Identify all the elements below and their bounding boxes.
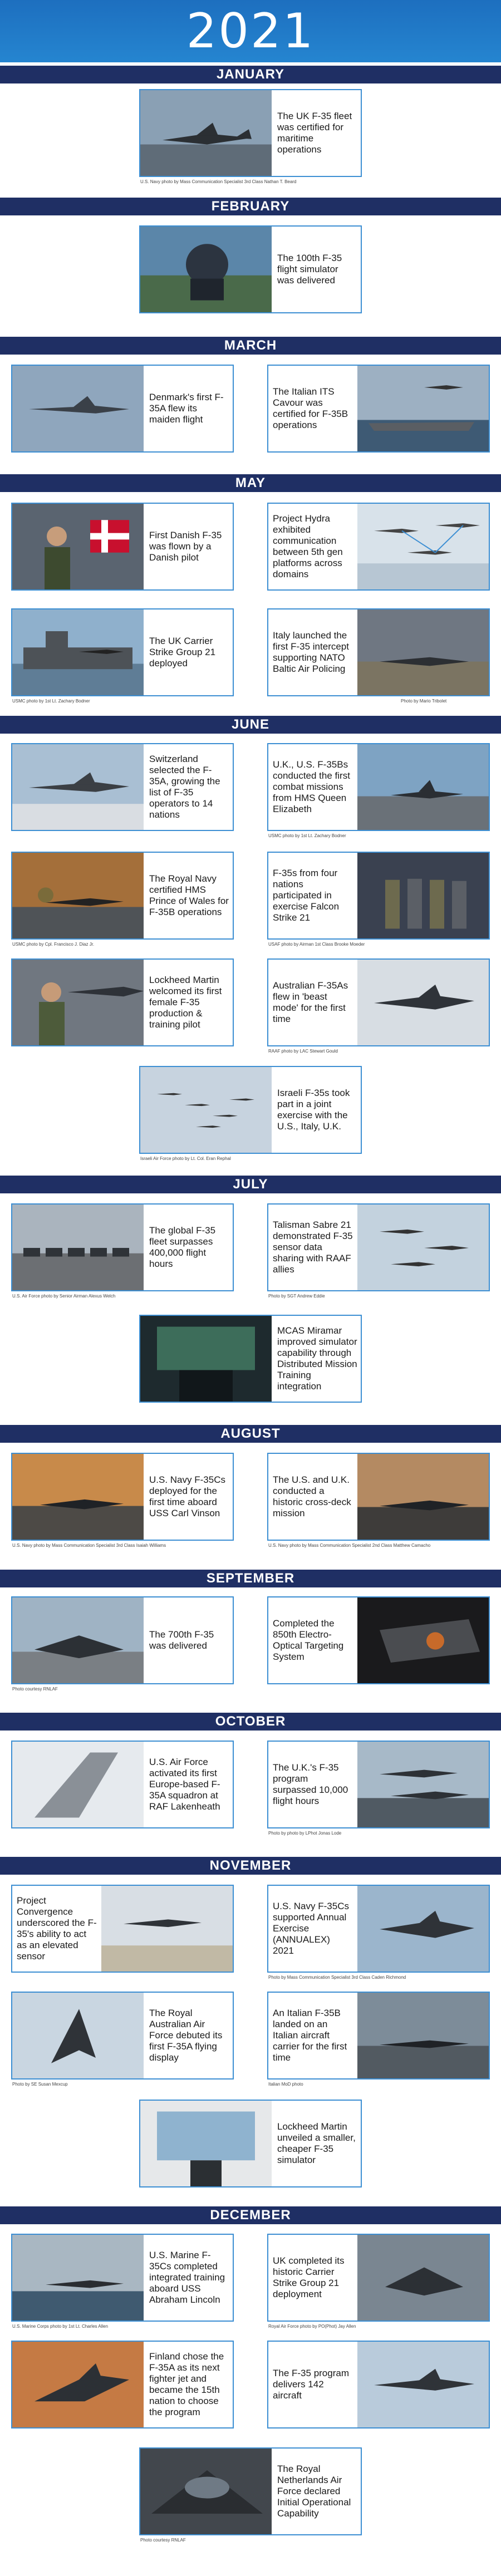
jet-formation-photo <box>140 1067 272 1153</box>
photo-credit: USMC photo by Cpl. Francisco J. Diaz Jr. <box>12 942 95 947</box>
timeline-card-jan-uk-maritime <box>139 89 362 177</box>
timeline-card-mar-cavour <box>267 365 490 453</box>
event-caption: Denmark's first F-35A flew its maiden flight <box>149 392 224 425</box>
event-caption: The F-35 program delivers 142 aircraft <box>273 2368 349 2401</box>
simulator-photo <box>140 2101 272 2186</box>
month-bar-february <box>0 198 501 215</box>
carrier-photo <box>357 1993 489 2078</box>
timeline-card-jul-400k-hours <box>11 1203 234 1291</box>
timeline-card-jul-talisman-sabre <box>267 1203 490 1291</box>
carrier-photo <box>12 609 144 695</box>
month-bar-july <box>0 1176 501 1193</box>
photo-credit: USMC photo by 1st Lt. Zachary Bodner <box>12 699 90 704</box>
jet-lineup-photo <box>12 1205 144 1290</box>
timeline-card-feb-simulator <box>139 225 362 313</box>
event-caption: First Danish F-35 was flown by a Danish pilot <box>149 530 222 563</box>
carrier-photo <box>357 744 489 830</box>
timeline-card-sep-eots <box>267 1596 490 1684</box>
photo-credit: U.S. Navy photo by Mass Communication Specialist 3rd Class Isaiah Williams <box>12 1543 166 1548</box>
timeline-card-nov-italian-carrier <box>267 1992 490 2080</box>
event-caption: The Royal Australian Air Force debuted its first F-35A flying display <box>149 2008 223 2063</box>
event-caption: An Italian F-35B landed on an Italian aircraft carrier for the first time <box>273 2008 347 2063</box>
timeline-card-may-danish-pilot <box>11 503 234 591</box>
month-bar-december <box>0 2206 501 2224</box>
carrier-photo <box>357 1454 489 1540</box>
timeline-card-dec-csg21-complete <box>267 2234 490 2322</box>
photo-credit: Photo by SGT Andrew Eddie <box>268 1294 325 1299</box>
timeline-card-mar-denmark <box>11 365 234 453</box>
sensor-photo <box>357 1597 489 1683</box>
event-caption: The UK Carrier Strike Group 21 deployed <box>149 636 216 668</box>
timeline-card-nov-smaller-simulator <box>139 2100 362 2187</box>
event-caption: The U.S. and U.K. conducted a historic cross-deck mission <box>273 1474 351 1518</box>
month-bar-october <box>0 1713 501 1731</box>
month-label: SEPTEMBER <box>206 1571 295 1586</box>
simulator-photo <box>140 227 272 312</box>
pilot-photo <box>12 504 144 589</box>
jet-tail-photo <box>12 1742 144 1827</box>
timeline-card-jun-combat-missions <box>267 743 490 831</box>
event-caption: Finland chose the F-35A as its next fighter jet and became the 15th nation to choose the program <box>149 2351 224 2417</box>
timeline-card-nov-annualex <box>267 1885 490 1973</box>
timeline-card-may-italy-nato <box>267 608 490 696</box>
timeline-card-jun-female-pilot <box>11 958 234 1046</box>
timeline-card-dec-finland <box>11 2341 234 2428</box>
year-banner <box>0 0 501 62</box>
timeline-card-jun-switzerland <box>11 743 234 831</box>
timeline-card-sep-700th <box>11 1596 234 1684</box>
photo-credit: Photo courtesy RNLAF <box>140 2538 186 2543</box>
pilots-photo <box>357 853 489 938</box>
event-caption: The 100th F-35 flight simulator was delivered <box>277 253 342 286</box>
jet-photo <box>357 609 489 695</box>
jet-photo <box>12 1993 144 2078</box>
month-label: OCTOBER <box>215 1714 286 1729</box>
carrier-photo <box>357 1742 489 1827</box>
jet-photo <box>101 1886 233 1972</box>
photo-credit: Israeli Air Force photo by Lt. Col. Eran Rephal <box>140 1156 231 1161</box>
photo-credit: Photo by Mass Communication Specialist 3rd Class Caden Richmond <box>268 1975 406 1980</box>
event-caption: The 700th F-35 was delivered <box>149 1629 214 1651</box>
event-caption: Israeli F-35s took part in a joint exercise with the U.S., Italy, U.K. <box>277 1088 350 1132</box>
month-bar-november <box>0 1857 501 1875</box>
month-label: AUGUST <box>220 1426 281 1441</box>
timeline-card-may-uk-csg21 <box>11 608 234 696</box>
event-caption: The Royal Netherlands Air Force declared Initial Operational Capability <box>277 2464 351 2519</box>
simulator-photo <box>140 1316 272 1402</box>
jet-photo <box>12 1597 144 1683</box>
photo-credit: U.S. Navy photo by Mass Communication Specialist 2nd Class Matthew Camacho <box>268 1543 431 1548</box>
month-bar-january <box>0 66 501 83</box>
event-caption: UK completed its historic Carrier Strike Group 21 deployment <box>273 2255 345 2299</box>
photo-credit: U.S. Navy photo by Mass Communication Specialist 3rd Class Nathan T. Beard <box>140 179 297 184</box>
jet-photo <box>357 1886 489 1972</box>
event-caption: Australian F-35As flew in 'beast mode' for the first time <box>273 980 348 1024</box>
month-label: JULY <box>233 1177 268 1192</box>
timeline-card-nov-raaf-display <box>11 1992 234 2080</box>
jet-photo <box>357 2342 489 2427</box>
photo-credit: USMC photo by 1st Lt. Zachary Bodner <box>268 833 346 838</box>
month-bar-may <box>0 474 501 492</box>
carrier-photo <box>12 1454 144 1540</box>
event-caption: U.S. Navy F-35Cs supported Annual Exercise (ANNUALEX) 2021 <box>273 1901 349 1956</box>
jet-photo <box>12 744 144 830</box>
timeline-card-dec-lincoln <box>11 2234 234 2322</box>
month-label: JUNE <box>231 717 270 732</box>
photo-credit: USAF photo by Airman 1st Class Brooke Moeder <box>268 942 365 947</box>
event-caption: U.S. Air Force activated its first Europe-based F-35A squadron at RAF Lakenheath <box>149 1757 220 1812</box>
jet-photo <box>12 2235 144 2321</box>
event-caption: Lockheed Martin unveiled a smaller, cheaper F-35 simulator <box>277 2121 356 2165</box>
month-label: MARCH <box>224 338 277 353</box>
month-label: JANUARY <box>216 67 285 82</box>
timeline-card-jun-falcon-strike <box>267 852 490 940</box>
illustration-photo <box>357 504 489 589</box>
month-bar-march <box>0 337 501 355</box>
year-title: 2021 <box>186 3 315 59</box>
cockpit-photo <box>140 2449 272 2534</box>
month-label: NOVEMBER <box>209 1858 292 1873</box>
timeline-card-aug-carl-vinson <box>11 1453 234 1541</box>
event-caption: The Italian ITS Cavour was certified for F-35B operations <box>273 386 348 430</box>
event-caption: Project Hydra exhibited communication between 5th gen platforms across domains <box>273 513 343 579</box>
month-label: DECEMBER <box>210 2208 291 2223</box>
photo-credit: Photo by Mario Tribolet <box>401 699 447 704</box>
photo-credit: Italian MoD photo <box>268 2082 303 2087</box>
event-caption: The U.K.'s F-35 program surpassed 10,000 flight hours <box>273 1762 348 1806</box>
event-caption: Completed the 850th Electro-Optical Targeting System <box>273 1618 344 1662</box>
timeline-card-dec-rnlaf-ioc <box>139 2447 362 2535</box>
month-bar-june <box>0 716 501 734</box>
carrier-photo <box>12 853 144 938</box>
photo-credit: U.S. Marine Corps photo by 1st Lt. Charles Allen <box>12 2324 109 2329</box>
event-caption: U.K., U.S. F-35Bs conducted the first combat missions from HMS Queen Elizabeth <box>273 759 350 814</box>
jet-formation-photo <box>357 1205 489 1290</box>
photo-credit: Photo by photo by LPhot Jonas Lode <box>268 1831 342 1836</box>
jet-photo <box>140 90 272 176</box>
event-caption: The UK F-35 fleet was certified for maritime operations <box>277 111 352 155</box>
event-caption: The global F-35 fleet surpasses 400,000 flight hours <box>149 1225 216 1269</box>
timeline-card-jun-israel-exercise <box>139 1066 362 1154</box>
event-caption: Project Convergence underscored the F-35's ability to act as an elevated sensor <box>17 1895 97 1962</box>
jet-photo <box>12 2342 144 2427</box>
month-bar-august <box>0 1425 501 1443</box>
event-caption: F-35s from four nations participated in exercise Falcon Strike 21 <box>273 868 340 923</box>
timeline-card-jul-miramar <box>139 1315 362 1403</box>
event-caption: Lockheed Martin welcomed its first female F-35 production & training pilot <box>149 975 222 1030</box>
carrier-photo <box>357 366 489 451</box>
timeline-card-jun-beast-mode <box>267 958 490 1046</box>
photo-credit: Photo by SE Susan Mexcup <box>12 2082 68 2087</box>
timeline-card-dec-142-aircraft <box>267 2341 490 2428</box>
event-caption: Talisman Sabre 21 demonstrated F-35 sensor data sharing with RAAF allies <box>273 1220 353 1275</box>
timeline-card-jun-prince-of-wales <box>11 852 234 940</box>
event-caption: MCAS Miramar improved simulator capability through Distributed Mission Training integration <box>277 1325 357 1392</box>
timeline-card-aug-cross-deck <box>267 1453 490 1541</box>
photo-credit: RAAF photo by LAC Stewart Gould <box>268 1049 338 1054</box>
month-label: FEBRUARY <box>211 199 290 214</box>
timeline-card-oct-uk-10k <box>267 1741 490 1828</box>
jet-photo <box>357 960 489 1045</box>
timeline-card-nov-convergence <box>11 1885 234 1973</box>
timeline-card-oct-lakenheath <box>11 1741 234 1828</box>
event-caption: The Royal Navy certified HMS Prince of Wales for F-35B operations <box>149 873 229 917</box>
month-label: MAY <box>235 475 266 490</box>
jet-photo <box>12 366 144 451</box>
event-caption: Switzerland selected the F-35A, growing the list of F-35 operators to 14 nations <box>149 754 220 820</box>
photo-credit: Royal Air Force photo by PO(Phot) Jay Allen <box>268 2324 356 2329</box>
photo-credit: Photo courtesy RNLAF <box>12 1687 58 1692</box>
event-caption: Italy launched the first F-35 intercept supporting NATO Baltic Air Policing <box>273 630 349 674</box>
event-caption: U.S. Navy F-35Cs deployed for the first time aboard USS Carl Vinson <box>149 1474 225 1518</box>
timeline-card-may-project-hydra <box>267 503 490 591</box>
photo-credit: U.S. Air Force photo by Senior Airman Alexus Welch <box>12 1294 116 1299</box>
jet-photo <box>357 2235 489 2321</box>
pilot-photo <box>12 960 144 1045</box>
event-caption: U.S. Marine F-35Cs completed integrated training aboard USS Abraham Lincoln <box>149 2250 225 2305</box>
month-bar-september <box>0 1570 501 1587</box>
